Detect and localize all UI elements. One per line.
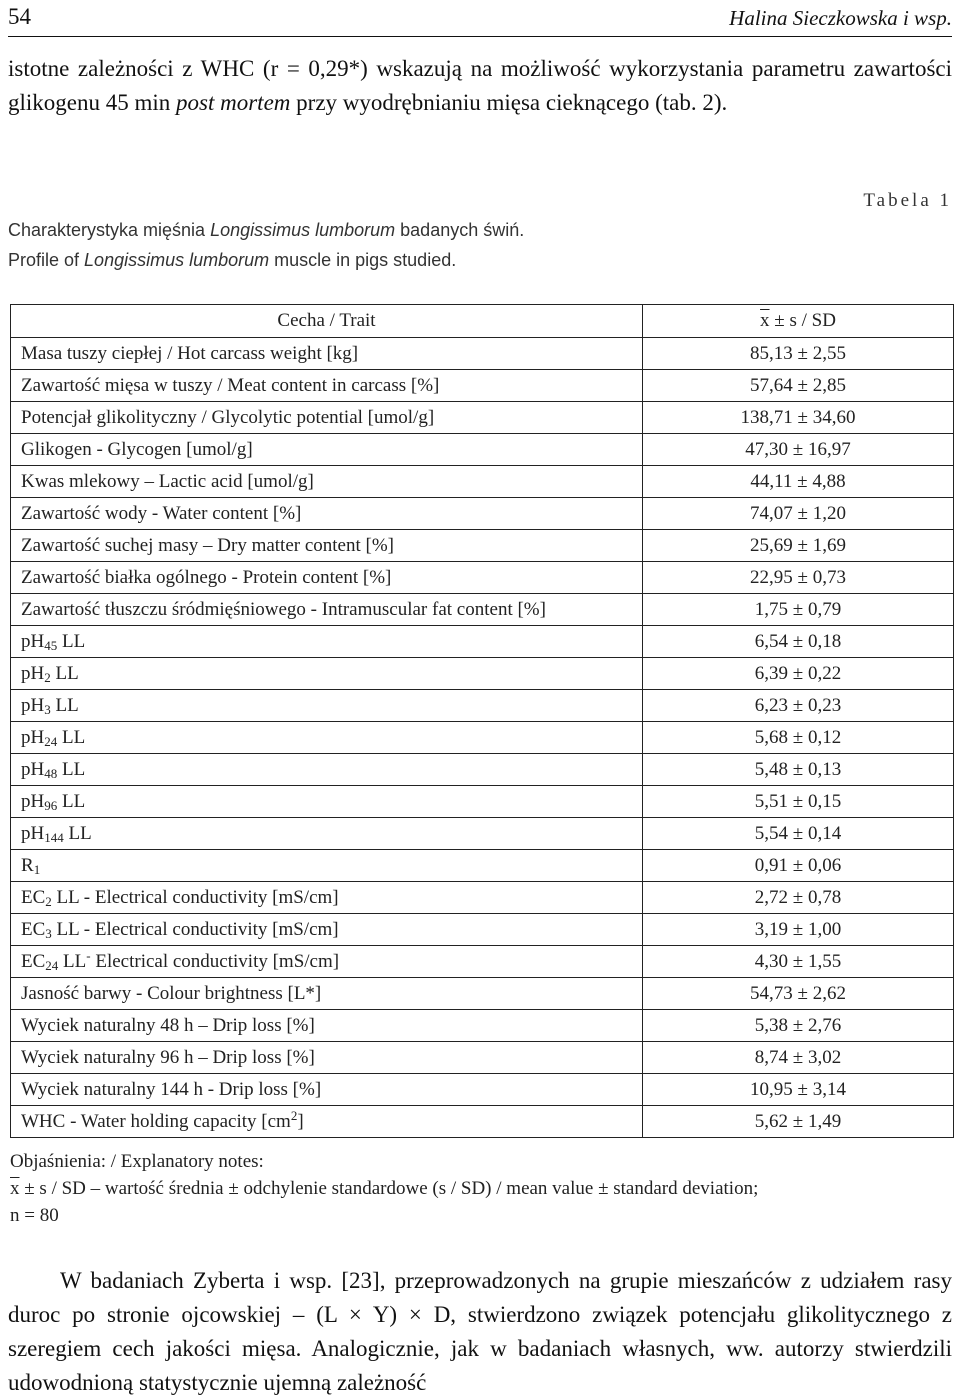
trait-cell: Wyciek naturalny 96 h – Drip loss [%]: [11, 1042, 643, 1074]
trait-cell: Potencjał glikolityczny / Glycolytic potential [umol/g]: [11, 402, 643, 434]
value-cell: 138,71 ± 34,60: [643, 402, 954, 434]
table-row: [11, 466, 954, 498]
trait-cell: $pH_{48}$ LL: [11, 754, 643, 786]
table-row: [11, 818, 954, 850]
value-cell: 6,39 ± 0,22: [643, 658, 954, 690]
value-cell: 6,54 ± 0,18: [643, 626, 954, 658]
table-row: [11, 658, 954, 690]
table-label: Tabela 1: [863, 190, 952, 211]
value-cell: 10,95 ± 3,14: [643, 1074, 954, 1106]
value-cell: 44,11 ± 4,88: [643, 466, 954, 498]
trait-cell: $EC_2$ LL - Electrical conductivity [mS/cm]: [11, 882, 643, 914]
trait-cell: $pH_{144}$ LL: [11, 818, 643, 850]
trait-cell: $pH_{96}$ LL: [11, 786, 643, 818]
trait-cell: Masa tuszy ciepłej / Hot carcass weight [kg]: [11, 338, 643, 370]
top-paragraph: [8, 52, 952, 120]
value-cell: 22,95 ± 0,73: [643, 562, 954, 594]
caption-polish: Charakterystyka mięśnia Longissimus lumborum badanych świń.: [8, 220, 525, 240]
table-row: [11, 402, 954, 434]
trait-cell: $pH_{24}$ LL: [11, 722, 643, 754]
value-cell: 57,64 ± 2,85: [643, 370, 954, 402]
trait-cell: $pH_3$ LL: [11, 690, 643, 722]
table-row: [11, 338, 954, 370]
table-row: [11, 1106, 954, 1138]
table-row: [11, 594, 954, 626]
top-paragraph-text-1: istotne zależności z WHC (r = 0,29*) wskazują na możliwość wykorzystania parametru zawartości glikogenu 45 min: [8, 56, 952, 115]
notes-line-2: n = 80: [10, 1205, 59, 1226]
table-row: [11, 946, 954, 978]
value-cell: 54,73 ± 2,62: [643, 978, 954, 1010]
trait-cell: Wyciek naturalny 48 h – Drip loss [%]: [11, 1010, 643, 1042]
table-row: [11, 850, 954, 882]
table-row: [11, 434, 954, 466]
value-cell: 85,13 ± 2,55: [643, 338, 954, 370]
trait-cell: Zawartość tłuszczu śródmięśniowego - Intramuscular fat content [%]: [11, 594, 643, 626]
table-row: [11, 914, 954, 946]
trait-cell: Jasność barwy - Colour brightness [L*]: [11, 978, 643, 1010]
bottom-paragraph: W badaniach Zyberta i wsp. [23], przeprowadzonych na grupie mieszańców z udziałem rasy duroc po stronie ojcowskiej – (L × Y) × D, stwierdzono związek potencjału glikolitycznego z szeregiem cech jakości mięsa. Analogicznie, jak w badaniach własnych, ww. autorzy stwierdzili udowodnioną statystycznie ujemną zależność: [8, 1268, 952, 1395]
value-cell: 5,48 ± 0,13: [643, 754, 954, 786]
header-value: $\overline{x} \pm s$ / SD: [643, 305, 954, 338]
table-row: [11, 1074, 954, 1106]
notes-title: Objaśnienia: / Explanatory notes:: [10, 1151, 264, 1172]
value-cell: 25,69 ± 1,69: [643, 530, 954, 562]
value-cell: 5,51 ± 0,15: [643, 786, 954, 818]
trait-cell: $pH_2$ LL: [11, 658, 643, 690]
table-row: [11, 626, 954, 658]
table-row: [11, 882, 954, 914]
value-cell: 47,30 ± 16,97: [643, 434, 954, 466]
value-cell: 2,72 ± 0,78: [643, 882, 954, 914]
header-trait: Cecha / Trait: [11, 305, 643, 338]
value-cell: 4,30 ± 1,55: [643, 946, 954, 978]
trait-cell: Glikogen - Glycogen [umol/g]: [11, 434, 643, 466]
value-cell: 5,68 ± 0,12: [643, 722, 954, 754]
page-header: [8, 0, 952, 37]
value-cell: 6,23 ± 0,23: [643, 690, 954, 722]
page-number: 54: [8, 4, 31, 29]
data-table: [10, 304, 954, 1138]
trait-cell: Zawartość wody - Water content [%]: [11, 498, 643, 530]
trait-cell: Kwas mlekowy – Lactic acid [umol/g]: [11, 466, 643, 498]
table-row: [11, 754, 954, 786]
value-cell: 1,75 ± 0,79: [643, 594, 954, 626]
table-row: [11, 690, 954, 722]
value-cell: 0,91 ± 0,06: [643, 850, 954, 882]
table-row: [11, 1042, 954, 1074]
value-cell: 74,07 ± 1,20: [643, 498, 954, 530]
trait-cell: Zawartość suchej masy – Dry matter content [%]: [11, 530, 643, 562]
table-row: [11, 562, 954, 594]
trait-cell: Zawartość białka ogólnego - Protein content [%]: [11, 562, 643, 594]
table-row: [11, 530, 954, 562]
value-cell: 5,54 ± 0,14: [643, 818, 954, 850]
notes-line-1: $\overline{x} \pm s$ / SD – wartość średnia ± odchylenie standardowe (s / SD) / mean value ± standard deviation;: [10, 1178, 759, 1199]
trait-cell: $EC_3$ LL - Electrical conductivity [mS/cm]: [11, 914, 643, 946]
trait-cell: Wyciek naturalny 144 h - Drip loss [%]: [11, 1074, 643, 1106]
explanatory-notes: [10, 1148, 954, 1229]
top-paragraph-italic: post mortem: [176, 90, 291, 115]
table-row: [11, 498, 954, 530]
table-row: [11, 1010, 954, 1042]
table-row: [11, 722, 954, 754]
caption-english: Profile of Longissimus lumborum muscle in pigs studied.: [8, 250, 457, 270]
table-header-row: [11, 305, 954, 338]
trait-cell: Zawartość mięsa w tuszy / Meat content in carcass [%]: [11, 370, 643, 402]
trait-cell: $R_1$: [11, 850, 643, 882]
table-row: [11, 786, 954, 818]
trait-cell: $pH_{45}$ LL: [11, 626, 643, 658]
table-row: [11, 978, 954, 1010]
trait-cell: $EC_{24}$ LL- Electrical conductivity [mS/cm]: [11, 946, 643, 978]
value-cell: 3,19 ± 1,00: [643, 914, 954, 946]
value-cell: 5,62 ± 1,49: [643, 1106, 954, 1138]
top-paragraph-text-2: przy wyodrębnianiu mięsa cieknącego (tab. 2).: [290, 90, 728, 115]
trait-cell: WHC - Water holding capacity $[cm^2]$: [11, 1106, 643, 1138]
value-cell: 5,38 ± 2,76: [643, 1010, 954, 1042]
table-caption: [8, 215, 528, 275]
table-row: [11, 370, 954, 402]
value-cell: 8,74 ± 3,02: [643, 1042, 954, 1074]
running-header-authors: Halina Sieczkowska i wsp.: [729, 6, 952, 30]
